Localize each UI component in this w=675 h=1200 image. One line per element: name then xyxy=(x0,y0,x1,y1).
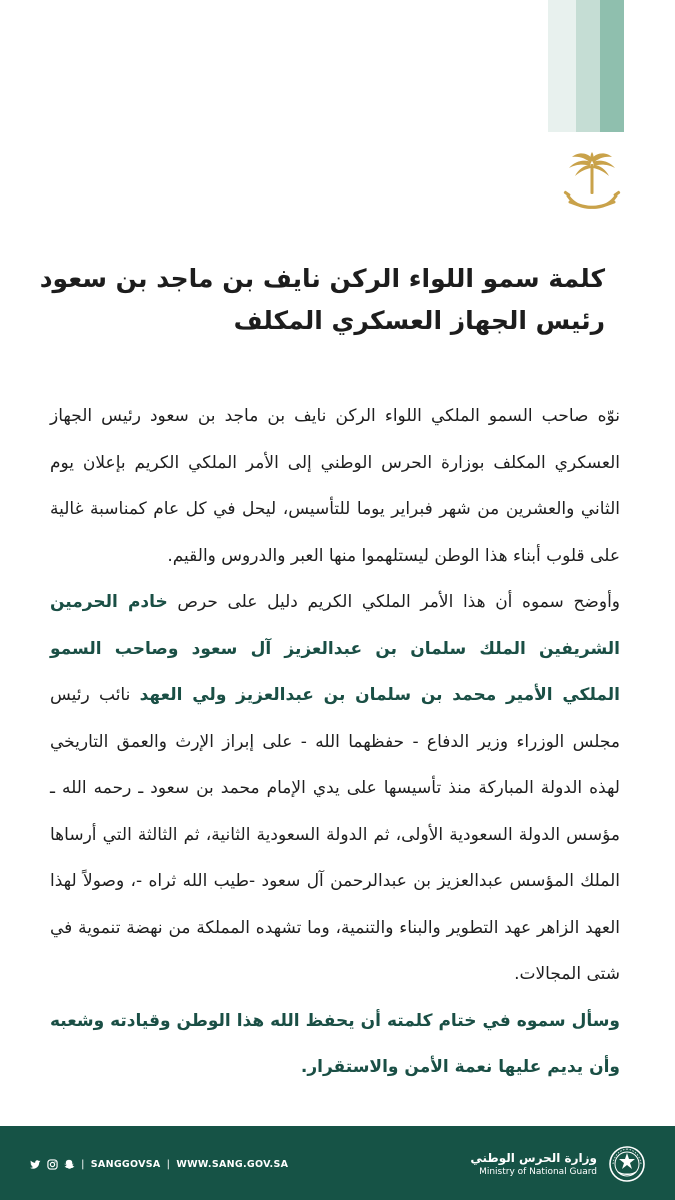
footer-handle[interactable]: SANGGOVSA xyxy=(90,1158,161,1170)
ministry-name xyxy=(470,1150,597,1178)
twitter-icon[interactable] xyxy=(30,1159,41,1170)
paragraph-2-rest: نائب رئيس مجلس الوزراء وزير الدفاع - حفظهما الله - على إبراز الإرث والعمق التاريخي لهذه الدولة المباركة منذ تأسيسها على يدي الإمام محمد بن سعود ـ رحمه الله ـ مؤسس الدولة السعودية الأولى، ثم الدولة السعودية الثانية، ثم الثالثة التي أرساها الملك المؤسس عبدالعزيز بن عبدالرحمن آل سعود -طيب الله ثراه -، وصولاً لهذا العهد الزاهر عهد التطوير والبناء والتنمية، وما تشهده المملكة من نهضة تنموية في شتى المجالات. xyxy=(50,685,620,984)
footer-bar xyxy=(0,1126,675,1200)
palm-and-swords-icon xyxy=(560,148,624,220)
ministry-name-ar: وزارة الحرس الوطني xyxy=(470,1151,597,1165)
paragraph-1: نوّه صاحب السمو الملكي اللواء الركن نايف بن ماجد بن سعود رئيس الجهاز العسكري المكلف بوزارة الحرس الوطني إلى الأمر الملكي الكريم بإعلان يوم الثاني والعشرين من شهر فبراير يوما للتأسيس، ليحل في كل عام كمناسبة غالية على قلوب أبناء هذا الوطن ليستلهموا منها العبر والدروس والقيم. xyxy=(50,406,620,566)
ministry-name-en: Ministry of National Guard xyxy=(479,1167,597,1177)
footer-website[interactable]: WWW.SANG.GOV.SA xyxy=(176,1158,289,1170)
footer-separator-2: | xyxy=(166,1158,171,1170)
paragraph-2-intro: وأوضح سموه أن هذا الأمر الملكي الكريم دليل على حرص xyxy=(167,592,620,612)
title-line-1: كلمة سمو اللواء الركن نايف بن ماجد بن سعود xyxy=(39,264,605,293)
top-ribbon xyxy=(548,0,624,132)
paragraph-2 xyxy=(50,579,620,998)
statement-body xyxy=(50,393,620,1091)
leaders-names: خادم الحرمين الشريفين الملك سلمان بن عبدالعزيز آل سعود وصاحب السمو الملكي الأمير محمد بن سلمان بن عبدالعزيز ولي العهد xyxy=(50,592,620,705)
title-line-2: رئيس الجهاز العسكري المكلف xyxy=(233,306,605,335)
snapchat-icon[interactable] xyxy=(64,1159,75,1170)
instagram-icon[interactable] xyxy=(47,1159,58,1170)
ministry-brand xyxy=(470,1142,647,1186)
statement-title xyxy=(39,258,605,342)
footer-separator: | xyxy=(81,1158,85,1170)
closing-paragraph: وسأل سموه في ختام كلمته أن يحفظ الله هذا الوطن وقيادته وشعبه وأن يديم عليها نعمة الأمن والاستقرار. xyxy=(50,1010,620,1077)
national-guard-seal-icon xyxy=(607,1144,647,1184)
footer-contact xyxy=(30,1156,288,1172)
